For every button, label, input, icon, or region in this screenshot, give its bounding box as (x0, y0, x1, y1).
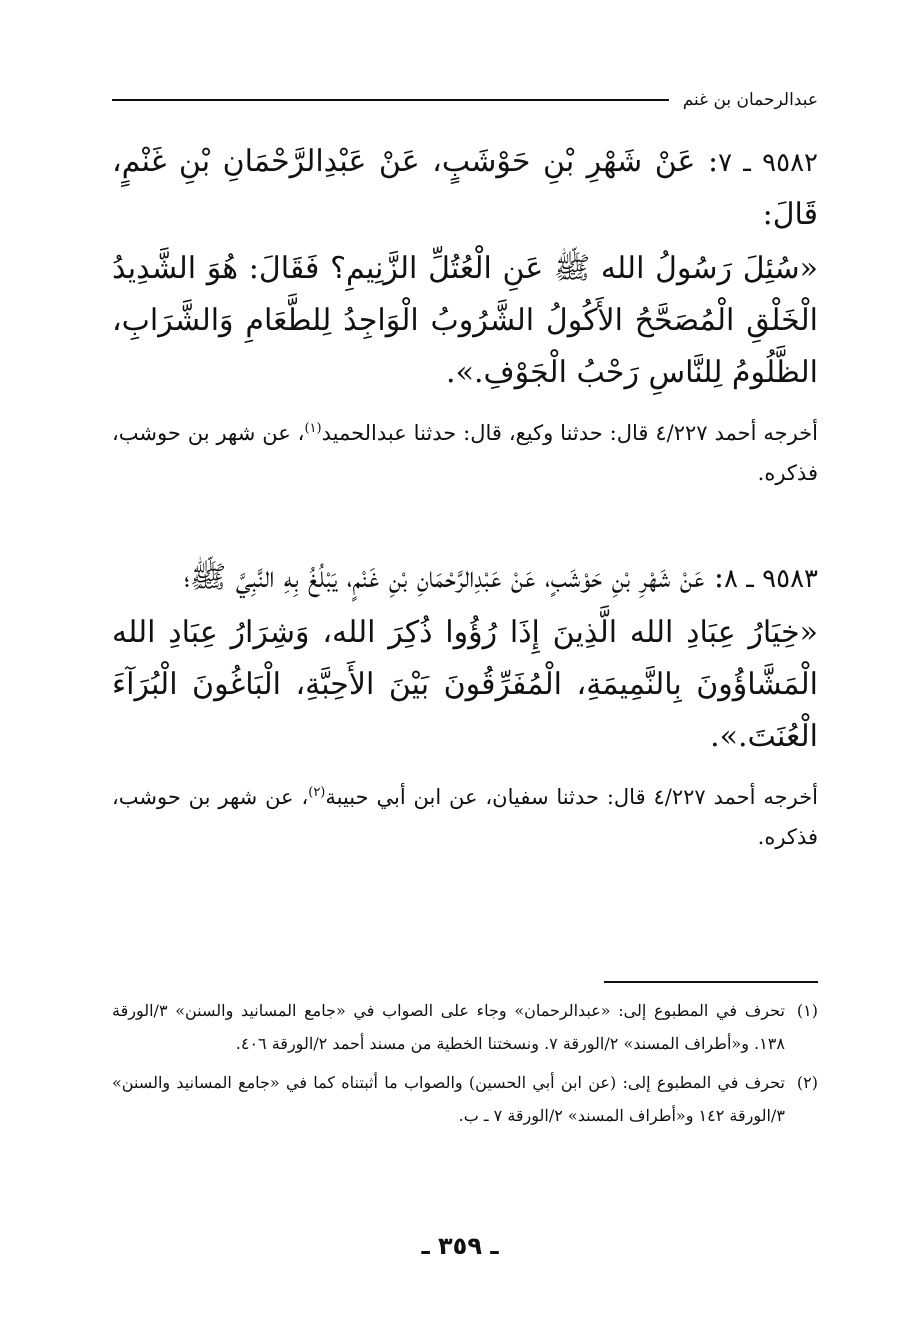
hadith-entry (112, 136, 818, 493)
hadith-heading (112, 552, 818, 605)
footnote-text: تحرف في المطبوع إلى: (عن ابن أبي الحسين) والصواب ما أثبتناه كما في «جامع المسانيد والسنن» ٣/الورقة ١٤٢ و«أطراف المسند» ٢/الورقة ٧ ـ ب. (112, 1073, 785, 1125)
hadith-isnad: : عَنْ شَهْرِ بْنِ حَوْشَبٍ، عَنْ عَبْدِالرَّحْمَانِ بْنِ غَنْمٍ، يَبْلُغُ بِهِ النَّبِيَّ ﷺ؛ (183, 560, 725, 595)
running-head (112, 90, 818, 110)
footnote-marker: (٢) (796, 1073, 818, 1092)
hadith-number: ٩٥٨٣ ـ ٨ (724, 564, 818, 594)
footnote-reference[interactable]: (٢) (308, 785, 326, 800)
footnote-separator (604, 981, 818, 983)
footnote-reference[interactable]: (١) (304, 421, 322, 436)
takhrij-text: أخرجه أحمد ٤/٢٢٧ قال: حدثنا سفيان، عن ابن أبي حبيبة (325, 785, 818, 809)
footnote (112, 1066, 818, 1132)
running-head-title: عبدالرحمان بن غنم (682, 90, 818, 110)
hadith-text: «خِيَارُ عِبَادِ الله الَّذِينَ إِذَا رُؤُوا ذُكِرَ الله، وَشِرَارُ عِبَادِ الله الْمَشَّاؤُونَ بِالنَّمِيمَةِ، الْمُفَرِّقُونَ بَيْنَ الأَحِبَّةِ، الْبَاغُونَ الْبُرَآءَ الْعُنَتَ.». (112, 615, 818, 754)
footnote (112, 994, 818, 1060)
page-number: ـ ٣٥٩ ـ (421, 1232, 499, 1260)
hadith-heading (112, 136, 818, 241)
running-head-rule (112, 99, 669, 101)
footnotes (112, 994, 818, 1138)
hadith-text: «سُئِلَ رَسُولُ الله ﷺ عَنِ الْعُتُلِّ الزَّنِيمِ؟ فَقَالَ: هُوَ الشَّدِيدُ الْخَلْقِ الْمُصَحَّحُ الأَكُولُ الشَّرُوبُ الْوَاجِدُ لِلطَّعَامِ وَالشَّرَابِ، الظَّلُومُ لِلنَّاسِ رَحْبُ الْجَوْفِ.». (112, 251, 818, 390)
footnote-marker: (١) (796, 1001, 818, 1020)
footnote-text: تحرف في المطبوع إلى: «عبدالرحمان» وجاء على الصواب في «جامع المسانيد والسنن» ٣/الورقة ١٣٨. و«أطراف المسند» ٢/الورقة ٧. ونسختنا الخطية من مسند أحمد ٢/الورقة ٤٠٦. (112, 1001, 785, 1053)
hadith-number: ٩٥٨٢ ـ ٧ (718, 148, 818, 178)
hadith-takhrij (112, 413, 818, 493)
hadith-isnad: : عَنْ شَهْرِ بْنِ حَوْشَبٍ، عَنْ عَبْدِالرَّحْمَانِ بْنِ غَنْمٍ، قَالَ: (112, 144, 818, 232)
hadith-entry (112, 552, 818, 857)
takhrij-text-end: ، عن شهر بن حوشب، فذكره. (112, 785, 818, 849)
hadith-takhrij (112, 777, 818, 857)
takhrij-text: أخرجه أحمد ٤/٢٢٧ قال: حدثنا وكيع، قال: حدثنا عبدالحميد (321, 421, 818, 445)
takhrij-text-end: ، عن شهر بن حوشب، فذكره. (112, 421, 818, 485)
